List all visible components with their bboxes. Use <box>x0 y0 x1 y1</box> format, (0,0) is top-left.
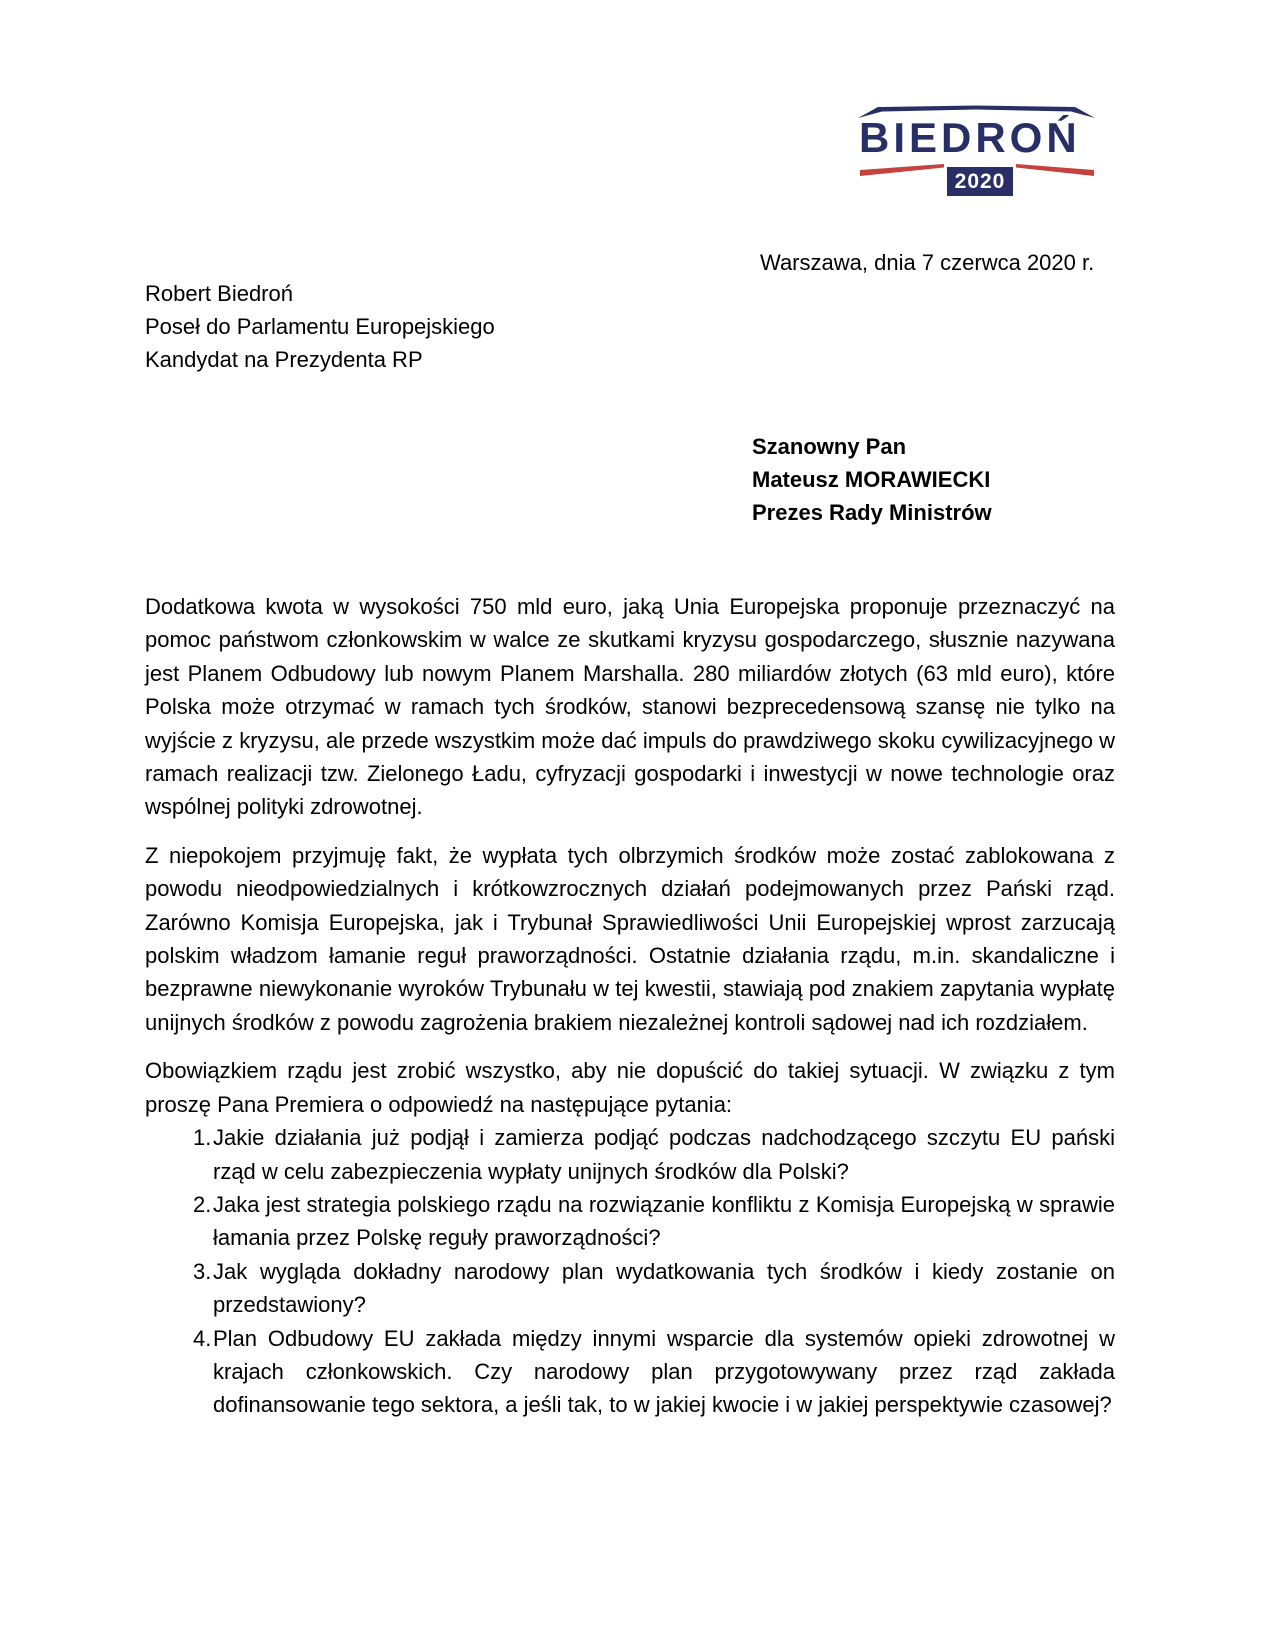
question-text: Jaka jest strategia polskiego rządu na rozwiązanie konfliktu z Komisja Europejską w sprawie łamania przez Polskę reguły praworządności? <box>213 1191 1115 1251</box>
recipient-salutation: Szanowny Pan <box>752 434 907 459</box>
logo-right-red-stripe-icon <box>1016 163 1094 177</box>
questions-list <box>145 1121 1115 1422</box>
recipient-name: Mateusz MORAWIECKI <box>752 467 991 492</box>
paragraph-rule-of-law: Z niepokojem przyjmuję fakt, że wypłata tych olbrzymich środków może zostać zablokowana z powodu nieodpowiedzialnych i krótkowzrocznych działań podejmowanych przez Pański rząd. Zarówno Komisja Europejska, jak i Trybunał Sprawiedliwości Unii Europejskiej wprost zarzucają polskim władzom łamanie reguł praworządności. Ostatnie działania rządu, m.in. skandaliczne i bezprawne niewykonanie wyroków Trybunału w tej kwestii, stawiają pod znakiem zapytania wypłatę unijnych środków z powodu zagrożenia brakiem niezależnej kontroli sądowej nad ich rozdziałem. <box>145 842 1115 1035</box>
sender-title-candidate: Kandydat na Prezydenta RP <box>145 347 423 372</box>
list-number: 1. <box>193 1125 212 1151</box>
list-item-question-4 <box>145 1322 1115 1422</box>
letter-body <box>145 590 1115 1422</box>
paragraph-questions-intro: Obowiązkiem rządu jest zrobić wszystko, aby nie dopuścić do takiej sytuacji. W związku z tym proszę Pana Premiera o odpowiedź na następujące pytania: <box>145 1058 1115 1117</box>
sender-title-mep: Poseł do Parlamentu Europejskiego <box>145 314 495 339</box>
recipient-block <box>752 430 992 529</box>
list-number: 2. <box>193 1191 212 1217</box>
list-number: 4. <box>193 1325 212 1351</box>
question-text: Plan Odbudowy EU zakłada między innymi wsparcie dla systemów opieki zdrowotnej w krajach członkowskich. Czy narodowy plan przygotowywany przez rząd zakłada dofinansowanie tego sektora, a jeśli tak, to w jakiej kwocie i w jakiej perspektywie czasowej? <box>213 1325 1115 1418</box>
recipient-title: Prezes Rady Ministrów <box>752 500 992 525</box>
list-item-question-1 <box>145 1121 1115 1188</box>
date-line: Warszawa, dnia 7 czerwca 2020 r. <box>760 250 1095 275</box>
logo-candidate-name: BIEDROŃ <box>859 114 1081 161</box>
paragraph-recovery-plan: Dodatkowa kwota w wysokości 750 mld euro, jaką Unia Europejska proponuje przeznaczyć na pomoc państwom członkowskim w walce ze skutkami kryzysu gospodarczego, słusznie nazywana jest Planem Odbudowy lub nowym Planem Marshalla. 280 miliardów złotych (63 mld euro), które Polska może otrzymać w ramach tych środków, stanowi bezprecedensową szansę nie tylko na wyjście z kryzysu, ale przede wszystkim może dać impuls do prawdziwego skoku cywilizacyjnego w ramach realizacji tzw. Zielonego Ładu, cyfryzacji gospodarki i inwestycji w nowe technologie oraz wspólnej polityki zdrowotnej. <box>145 594 1115 820</box>
question-text: Jak wygląda dokładny narodowy plan wydatkowania tych środków i kiedy zostanie on przedstawiony? <box>213 1258 1115 1318</box>
list-item-question-2 <box>145 1188 1115 1255</box>
sender-block <box>145 277 495 376</box>
logo-left-red-stripe-icon <box>860 163 944 177</box>
question-text: Jakie działania już podjął i zamierza podjąć podczas nadchodzącego szczytu EU pański rząd w celu zabezpieczenia wypłaty unijnych środków dla Polski? <box>213 1125 1115 1184</box>
biedron-2020-logo <box>858 100 1095 200</box>
list-item-question-3 <box>145 1255 1115 1322</box>
sender-name: Robert Biedroń <box>145 281 293 306</box>
list-number: 3. <box>193 1258 212 1284</box>
logo-year-badge: 2020 <box>947 167 1013 196</box>
